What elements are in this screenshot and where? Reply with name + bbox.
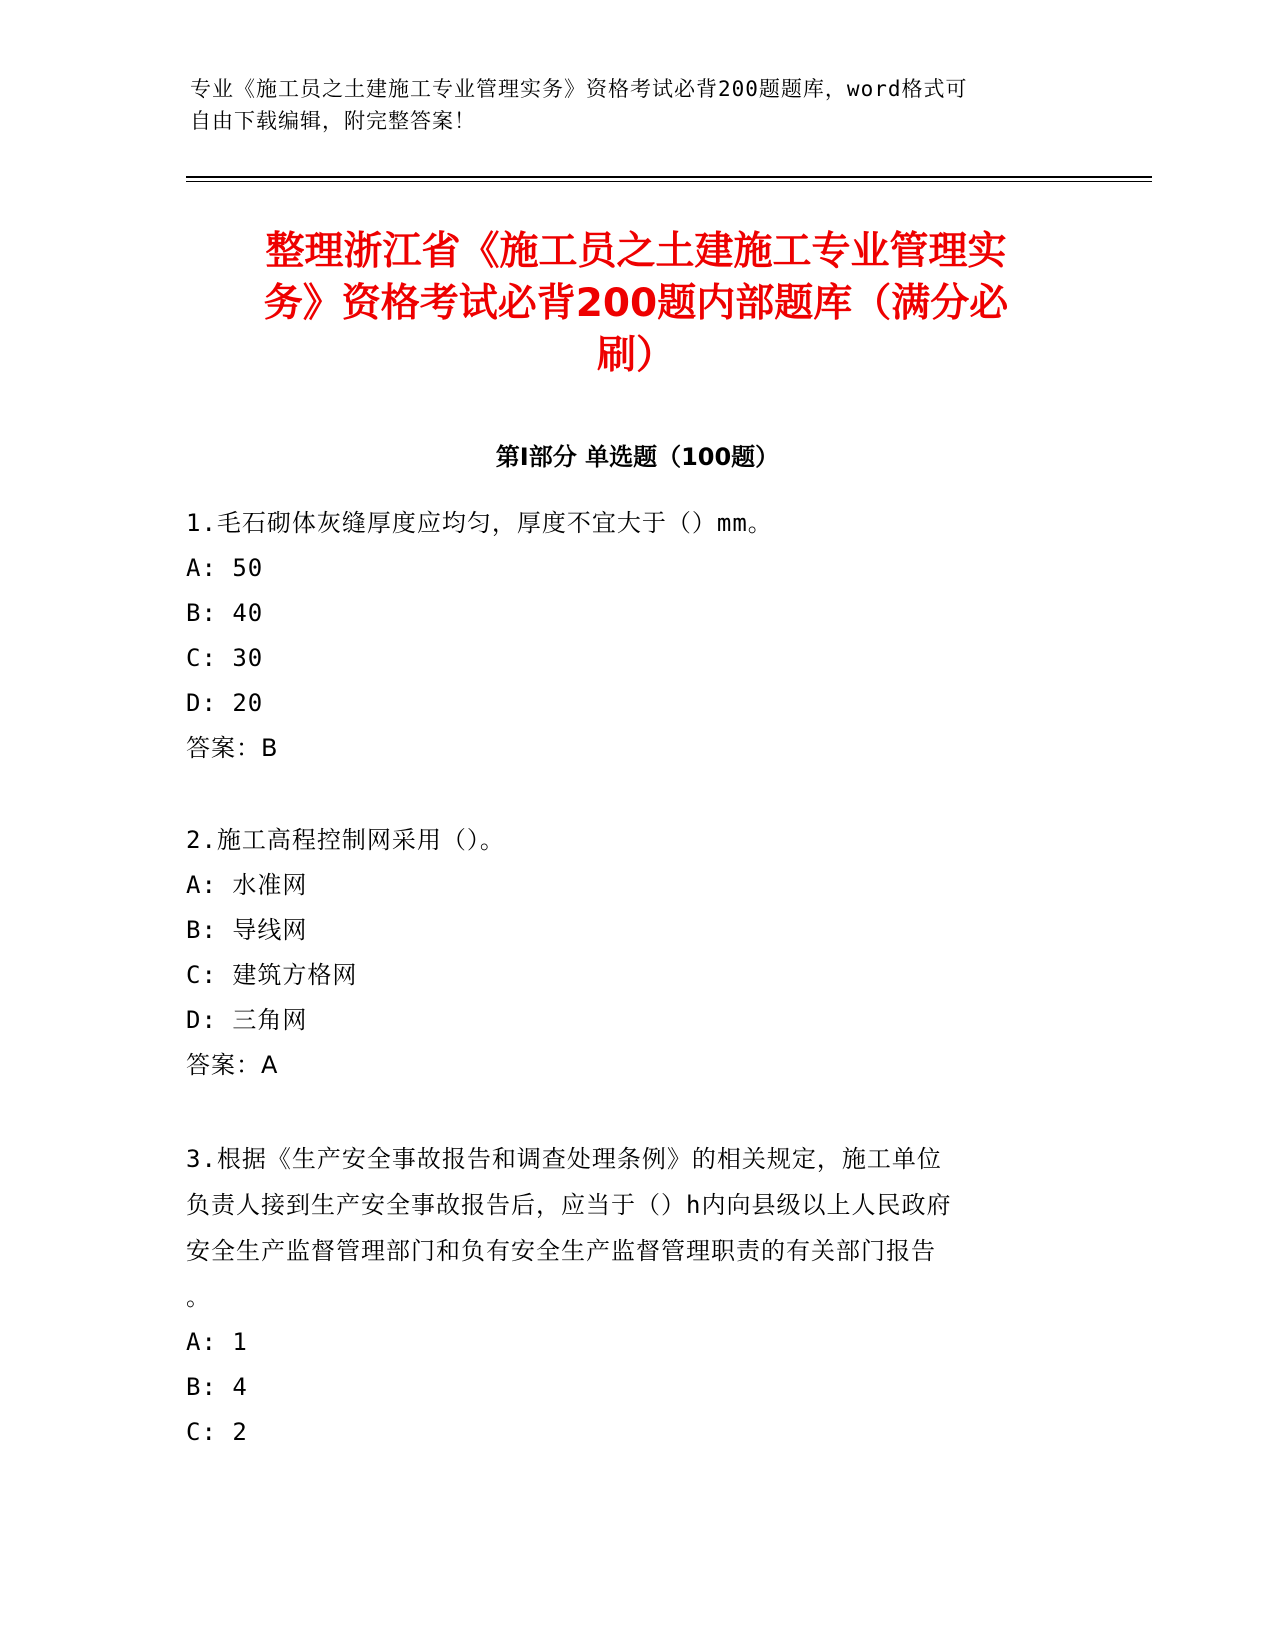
question-stem: 1.毛石砌体灰缝厚度应均匀，厚度不宜大于（）mm。 (186, 509, 773, 537)
option-b: B: 40 (186, 599, 264, 627)
option-b: B: 导线网 (186, 916, 308, 944)
question-stem (186, 1136, 1086, 1320)
option-c: C: 2 (186, 1418, 248, 1446)
option-a: A: 50 (186, 554, 264, 582)
title-line: 务》资格考试必背200题内部题库（满分必 (263, 281, 1009, 326)
question-stem: 2.施工高程控制网采用（）。 (186, 826, 505, 854)
answer-line: 答案：A (186, 1051, 279, 1079)
stem-line: 。 (186, 1283, 211, 1311)
option-b: B: 4 (186, 1373, 248, 1401)
document-title (186, 226, 1086, 382)
document-header (190, 73, 1070, 137)
option-d: D: 三角网 (186, 1006, 308, 1034)
header-line: 专业《施工员之土建施工专业管理实务》资格考试必背200题题库，word格式可 (190, 77, 968, 101)
option-d: D: 20 (186, 689, 264, 717)
header-divider-thin (186, 181, 1152, 182)
answer-line: 答案：B (186, 734, 279, 762)
question-block (186, 501, 1086, 771)
header-divider-thick (186, 176, 1152, 178)
question-block (186, 1136, 1086, 1455)
title-line: 整理浙江省《施工员之土建施工专业管理实 (265, 229, 1007, 274)
option-a: A: 1 (186, 1328, 248, 1356)
question-block (186, 818, 1086, 1088)
section-heading: 第Ⅰ部分 单选题（100题） (495, 443, 780, 471)
title-line: 刷） (596, 333, 675, 378)
option-c: C: 30 (186, 644, 264, 672)
header-line: 自由下载编辑，附完整答案！ (190, 109, 476, 133)
stem-line: 负责人接到生产安全事故报告后，应当于（）h内向县级以上人民政府 (186, 1191, 952, 1219)
stem-line: 安全生产监督管理部门和负有安全生产监督管理职责的有关部门报告 (186, 1237, 936, 1265)
option-c: C: 建筑方格网 (186, 961, 358, 989)
option-a: A: 水准网 (186, 871, 308, 899)
stem-line: 3.根据《生产安全事故报告和调查处理条例》的相关规定，施工单位 (186, 1145, 942, 1173)
